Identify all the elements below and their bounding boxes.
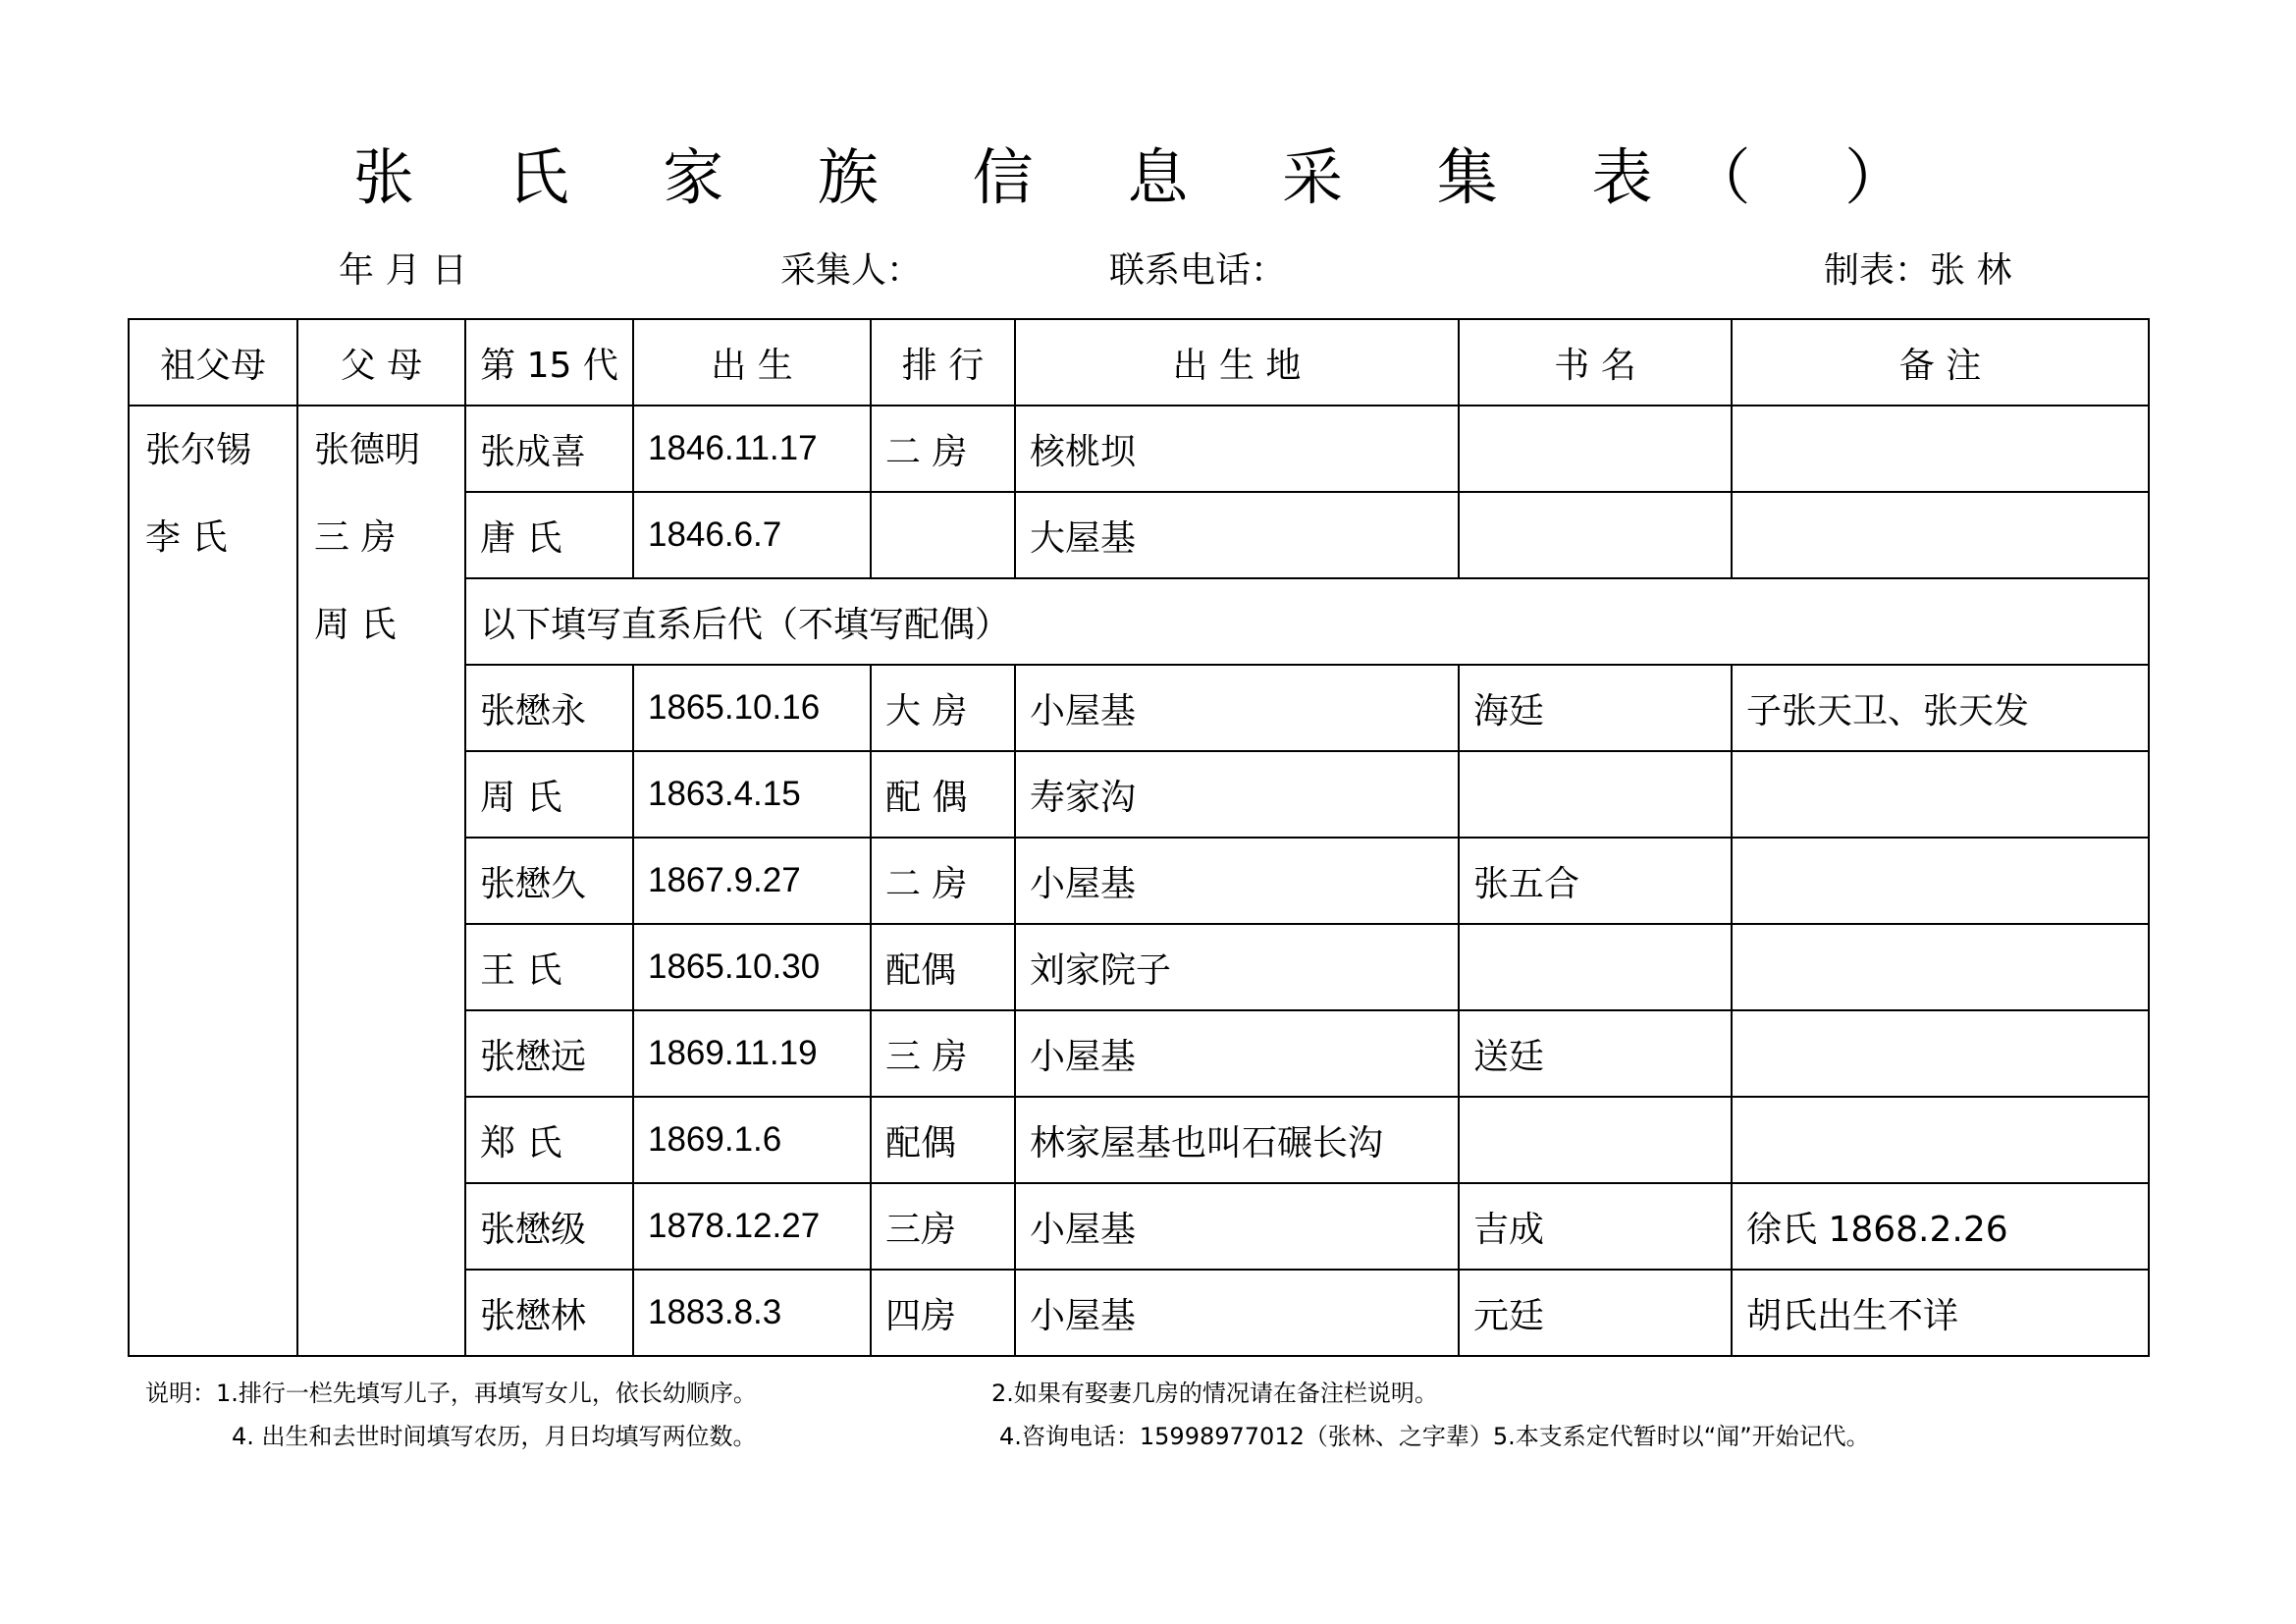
remarks-cell — [1732, 751, 2149, 838]
generation-cell: 张懋级 — [465, 1183, 633, 1270]
birthplace-cell: 小屋基 — [1015, 1010, 1459, 1097]
mother-name: 周 氏 — [314, 605, 397, 645]
generation-cell: 张懋林 — [465, 1270, 633, 1356]
rank-cell: 配偶 — [871, 924, 1015, 1010]
generation-cell: 郑 氏 — [465, 1097, 633, 1183]
remarks-cell — [1732, 1097, 2149, 1183]
col-header-birth: 出 生 — [633, 319, 871, 406]
grandfather-name: 张尔锡 — [145, 430, 252, 470]
book-name-cell — [1459, 492, 1732, 578]
birthplace-cell: 小屋基 — [1015, 665, 1459, 751]
birth-cell: 1883.8.3 — [633, 1270, 871, 1356]
remarks-cell — [1732, 924, 2149, 1010]
birthplace-cell: 小屋基 — [1015, 1183, 1459, 1270]
birth-cell: 1867.9.27 — [633, 838, 871, 924]
phone-label: 联系电话： — [1109, 250, 1287, 291]
table-row — [129, 406, 2149, 492]
rank-cell — [871, 492, 1015, 578]
form-title: 张 氏 家 族 信 息 采 集 表（ ） — [352, 141, 1944, 213]
birth-cell: 1846.6.7 — [633, 492, 871, 578]
birthplace-cell: 刘家院子 — [1015, 924, 1459, 1010]
col-header-generation: 第 15 代 — [465, 319, 633, 406]
generation-cell: 周 氏 — [465, 751, 633, 838]
col-header-birthplace: 出 生 地 — [1015, 319, 1459, 406]
generation-cell: 王 氏 — [465, 924, 633, 1010]
grandparents-cell — [129, 406, 297, 1356]
family-table — [128, 318, 2150, 1357]
birth-cell: 1863.4.15 — [633, 751, 871, 838]
remarks-cell — [1732, 838, 2149, 924]
birth-cell: 1869.11.19 — [633, 1010, 871, 1097]
birthplace-cell: 寿家沟 — [1015, 751, 1459, 838]
birth-cell: 1878.12.27 — [633, 1183, 871, 1270]
book-name-cell: 元廷 — [1459, 1270, 1732, 1356]
birthplace-cell: 林家屋基也叫石碾长沟 — [1015, 1097, 1459, 1183]
rank-cell: 四房 — [871, 1270, 1015, 1356]
birthplace-cell: 小屋基 — [1015, 1270, 1459, 1356]
birthplace-cell: 小屋基 — [1015, 838, 1459, 924]
collector-label: 采集人： — [780, 250, 923, 291]
book-name-cell — [1459, 1097, 1732, 1183]
col-header-parents: 父 母 — [297, 319, 465, 406]
col-header-book-name: 书 名 — [1459, 319, 1732, 406]
generation-cell: 张懋远 — [465, 1010, 633, 1097]
parents-cell — [297, 406, 465, 1356]
generation-cell: 张成喜 — [465, 406, 633, 492]
generation-cell: 张懋久 — [465, 838, 633, 924]
birth-cell: 1865.10.16 — [633, 665, 871, 751]
generation-cell: 唐 氏 — [465, 492, 633, 578]
rank-cell: 二 房 — [871, 406, 1015, 492]
date-label: 年 月 日 — [339, 250, 467, 291]
birthplace-cell: 核桃坝 — [1015, 406, 1459, 492]
note-line-2-right: 4.咨询电话：15998977012（张林、之字辈）5.本支系定代暂时以“闻”开始记代。 — [999, 1423, 1870, 1450]
book-name-cell: 吉成 — [1459, 1183, 1732, 1270]
col-header-remarks: 备 注 — [1732, 319, 2149, 406]
book-name-cell: 海廷 — [1459, 665, 1732, 751]
father-rank: 三 房 — [314, 517, 397, 558]
col-header-rank: 排 行 — [871, 319, 1015, 406]
col-header-grandparents: 祖父母 — [129, 319, 297, 406]
maker-label: 制表：张 林 — [1824, 250, 2012, 291]
generation-cell: 张懋永 — [465, 665, 633, 751]
birth-cell: 1846.11.17 — [633, 406, 871, 492]
note-line-2-left: 4. 出生和去世时间填写农历，月日均填写两位数。 — [232, 1423, 757, 1450]
book-name-cell: 张五合 — [1459, 838, 1732, 924]
note-line-1-left: 说明：1.排行一栏先填写儿子，再填写女儿，依长幼顺序。 — [145, 1380, 757, 1407]
birth-cell: 1869.1.6 — [633, 1097, 871, 1183]
remarks-cell — [1732, 1010, 2149, 1097]
book-name-cell — [1459, 406, 1732, 492]
birthplace-cell: 大屋基 — [1015, 492, 1459, 578]
remarks-cell — [1732, 406, 2149, 492]
rank-cell: 配 偶 — [871, 751, 1015, 838]
instruction-text: 以下填写直系后代（不填写配偶） — [465, 578, 2149, 665]
father-name: 张德明 — [314, 430, 421, 470]
rank-cell: 二 房 — [871, 838, 1015, 924]
header-row — [129, 319, 2149, 406]
birth-cell: 1865.10.30 — [633, 924, 871, 1010]
grandmother-name: 李 氏 — [145, 517, 228, 558]
remarks-cell — [1732, 492, 2149, 578]
book-name-cell — [1459, 751, 1732, 838]
book-name-cell: 送廷 — [1459, 1010, 1732, 1097]
remarks-cell: 徐氏 1868.2.26 — [1732, 1183, 2149, 1270]
note-line-1-right: 2.如果有娶妻几房的情况请在备注栏说明。 — [991, 1380, 1438, 1407]
remarks-cell: 子张天卫、张天发 — [1732, 665, 2149, 751]
rank-cell: 三 房 — [871, 1010, 1015, 1097]
rank-cell: 配偶 — [871, 1097, 1015, 1183]
rank-cell: 大 房 — [871, 665, 1015, 751]
book-name-cell — [1459, 924, 1732, 1010]
rank-cell: 三房 — [871, 1183, 1015, 1270]
remarks-cell: 胡氏出生不详 — [1732, 1270, 2149, 1356]
